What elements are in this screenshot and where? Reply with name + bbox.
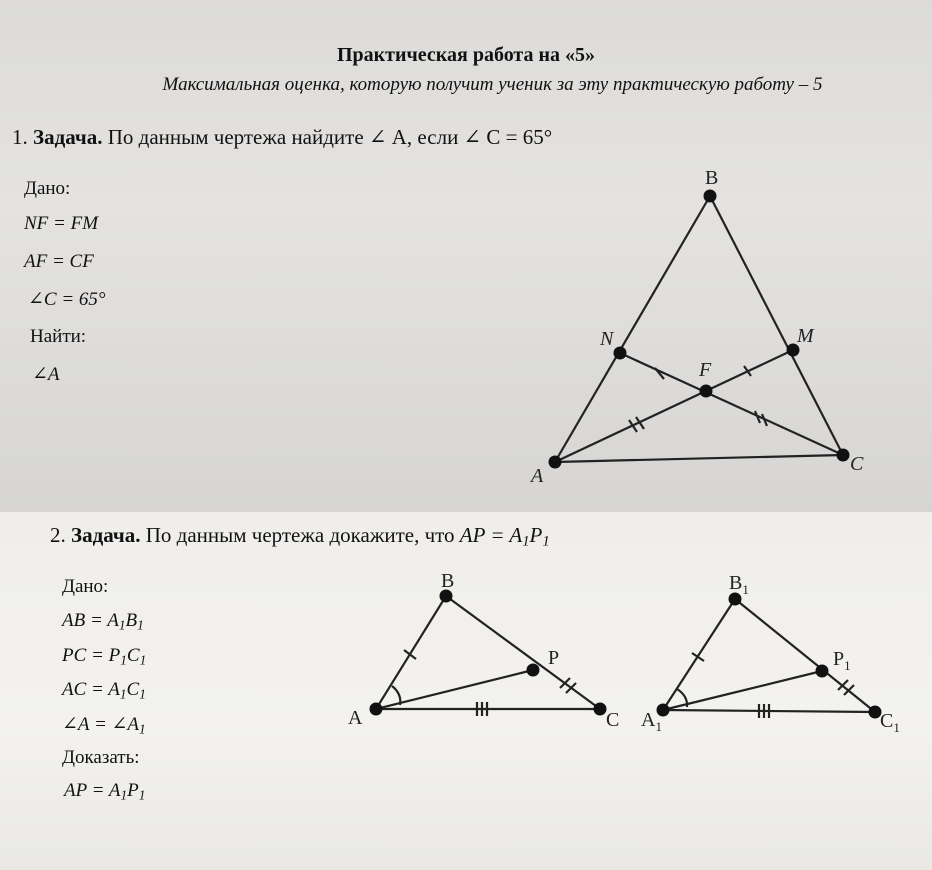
task2-given-1: AB = $A_1B_1$ bbox=[62, 610, 144, 633]
label-p1: $P_1$ bbox=[833, 648, 851, 673]
task2-prove: AP = $A_1P_1$ bbox=[64, 780, 146, 803]
point-p bbox=[527, 664, 540, 677]
segment-b1c1 bbox=[735, 599, 875, 712]
label-a: A bbox=[531, 465, 544, 487]
task2-text: По данным чертежа докажите, что bbox=[145, 523, 455, 547]
label-c-2: C bbox=[606, 709, 620, 731]
segment-nc bbox=[620, 353, 843, 455]
task1-given-1: NF = FM bbox=[24, 213, 99, 234]
task2-given-2: PC = $P_1C_1$ bbox=[62, 645, 147, 668]
figure3-points bbox=[657, 593, 882, 719]
label-c: C bbox=[850, 453, 864, 475]
segment-bc-2 bbox=[446, 596, 600, 709]
task2-given-label: Дано: bbox=[62, 576, 109, 597]
task2-given-3: AC = $A_1C_1$ bbox=[62, 679, 146, 702]
task1-find-label: Найти: bbox=[30, 326, 87, 347]
label-c1: $C_1$ bbox=[880, 710, 900, 735]
label-a-2: A bbox=[348, 707, 363, 729]
task1-given-label: Дано: bbox=[24, 178, 71, 199]
point-n bbox=[614, 347, 627, 360]
figure2-triangle bbox=[376, 596, 600, 716]
page-subtitle: Максимальная оценка, которую получит ученик за эту практическую работу – 5 bbox=[162, 74, 823, 95]
task1-find: ∠A bbox=[32, 364, 60, 385]
label-b: B bbox=[705, 167, 719, 189]
task1-label: Задача. bbox=[33, 125, 103, 149]
point-p1 bbox=[816, 665, 829, 678]
task2-formula: AP = $A_1P_1$ bbox=[459, 523, 550, 550]
label-b1: $B_1$ bbox=[729, 572, 749, 597]
point-a bbox=[549, 456, 562, 469]
point-b1 bbox=[729, 593, 742, 606]
point-c-2 bbox=[594, 703, 607, 716]
label-f: F bbox=[699, 359, 712, 381]
label-b-2: B bbox=[441, 570, 455, 592]
task2-label: Задача. bbox=[71, 523, 141, 547]
label-a1: $A_1$ bbox=[641, 709, 662, 734]
task1-given-2: AF = CF bbox=[24, 251, 94, 272]
point-b bbox=[704, 190, 717, 203]
label-m: M bbox=[797, 325, 814, 347]
task2-prove-label: Доказать: bbox=[62, 747, 140, 768]
task2-given-4: ∠A = $\angle A_1$ bbox=[62, 714, 146, 737]
figure2-points bbox=[370, 590, 607, 716]
label-p: P bbox=[548, 647, 560, 669]
task1-given-3: ∠C = 65° bbox=[28, 289, 106, 310]
page-title: Практическая работа на «5» bbox=[336, 44, 596, 66]
segment-ac bbox=[555, 455, 843, 462]
point-f bbox=[700, 385, 713, 398]
point-c bbox=[837, 449, 850, 462]
segment-a1b1 bbox=[663, 599, 735, 710]
segment-ab bbox=[555, 196, 710, 462]
segment-ab-2 bbox=[376, 596, 446, 709]
segment-am bbox=[555, 350, 793, 462]
segment-bc bbox=[710, 196, 843, 455]
point-a1 bbox=[657, 704, 670, 717]
task2-number: 2. bbox=[50, 523, 66, 547]
task1-number: 1. bbox=[12, 125, 28, 149]
point-a-2 bbox=[370, 703, 383, 716]
tick-ab bbox=[404, 650, 416, 659]
label-n: N bbox=[600, 328, 614, 350]
task1-text: По данным чертежа найдите ∠ A, если ∠ C = 65° bbox=[107, 125, 553, 149]
